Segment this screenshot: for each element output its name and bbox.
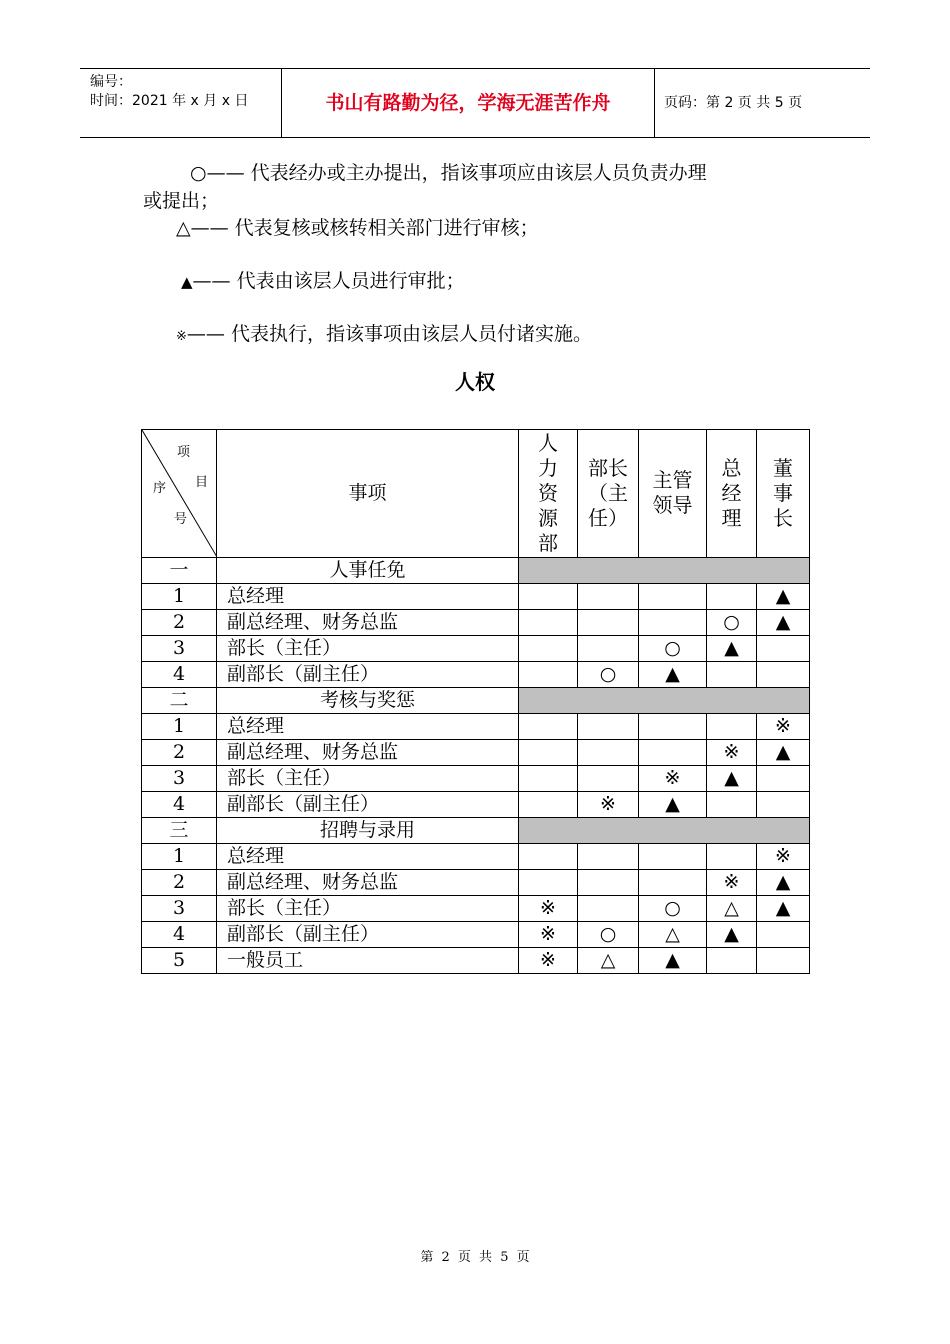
table-row: [142, 636, 810, 662]
table-body: [142, 558, 810, 974]
header-meta: [80, 69, 282, 137]
row-number: 2: [142, 740, 217, 766]
authority-cell: [757, 948, 810, 974]
authority-cell: [639, 610, 707, 636]
header-motto: 书山有路勤为径，学海无涯苦作舟: [282, 69, 655, 137]
table-row: [142, 948, 810, 974]
table-row: [142, 922, 810, 948]
authority-cell: [578, 896, 639, 922]
authority-cell: [578, 584, 639, 610]
col-header-supervisor: 主管领导: [639, 430, 707, 558]
row-item: 副总经理、财务总监: [217, 740, 519, 766]
group-title: 考核与奖惩: [217, 688, 519, 714]
authority-cell: [757, 662, 810, 688]
authority-cell: ○: [578, 662, 639, 688]
authority-cell: [707, 792, 757, 818]
group-shaded-cell: [519, 688, 810, 714]
authority-cell: [519, 792, 578, 818]
authority-cell: ※: [639, 766, 707, 792]
authority-cell: ○: [639, 636, 707, 662]
group-title: 人事任免: [217, 558, 519, 584]
section-title: 人权: [455, 370, 495, 394]
authority-cell: △: [707, 896, 757, 922]
authority-cell: [639, 844, 707, 870]
row-item: 总经理: [217, 714, 519, 740]
corner-hao: 号: [174, 512, 188, 527]
authority-cell: ▲: [757, 610, 810, 636]
authority-cell: ▲: [639, 792, 707, 818]
corner-cell: [142, 430, 217, 558]
authority-cell: ▲: [707, 922, 757, 948]
table-row: [142, 844, 810, 870]
authority-cell: ※: [578, 792, 639, 818]
authority-cell: ※: [757, 844, 810, 870]
table-row: [142, 662, 810, 688]
authority-cell: [757, 636, 810, 662]
authority-cell: ▲: [707, 636, 757, 662]
authority-cell: [519, 870, 578, 896]
legend-text: —— 代表复核或核转相关部门进行审核；: [190, 217, 539, 239]
authority-cell: [707, 584, 757, 610]
authority-cell: [519, 844, 578, 870]
header-page-label: 页码：第 2 页 共 5 页: [664, 95, 803, 111]
authority-cell: [757, 766, 810, 792]
authority-cell: [578, 636, 639, 662]
table-row: [142, 896, 810, 922]
circle-icon: ○: [190, 162, 207, 184]
row-number: 1: [142, 584, 217, 610]
table-row: [142, 792, 810, 818]
authority-cell: [707, 662, 757, 688]
authority-table: [141, 429, 810, 974]
row-item: 部长（主任）: [217, 896, 519, 922]
time-label: 时间：2021 年 x 月 x 日: [90, 93, 249, 109]
group-shaded-cell: [519, 818, 810, 844]
legend-filled-triangle: [181, 266, 465, 293]
row-number: 3: [142, 636, 217, 662]
col-header-chairman: 董事长: [757, 430, 810, 558]
col-header-gm: 总经理: [707, 430, 757, 558]
row-item: 副部长（副主任）: [217, 922, 519, 948]
authority-cell: [639, 584, 707, 610]
authority-cell: ※: [707, 870, 757, 896]
authority-cell: ▲: [757, 896, 810, 922]
table-row: [142, 584, 810, 610]
row-number: 4: [142, 792, 217, 818]
authority-cell: [519, 636, 578, 662]
row-number: 4: [142, 922, 217, 948]
authority-cell: ※: [757, 714, 810, 740]
group-number: 二: [142, 688, 217, 714]
authority-cell: ○: [707, 610, 757, 636]
authority-cell: ▲: [757, 740, 810, 766]
authority-cell: [519, 662, 578, 688]
table-row: [142, 714, 810, 740]
corner-xu: 序: [153, 481, 167, 496]
authority-cell: ▲: [757, 870, 810, 896]
authority-cell: ▲: [757, 584, 810, 610]
authority-cell: ※: [519, 948, 578, 974]
legend-text: —— 代表由该层人员进行审批；: [192, 270, 465, 292]
authority-cell: [519, 714, 578, 740]
legend-triangle: [176, 213, 539, 240]
table-header-row: [142, 430, 810, 558]
row-number: 5: [142, 948, 217, 974]
col-header-dept-head: 部长（主任）: [578, 430, 639, 558]
authority-cell: [757, 792, 810, 818]
row-item: 一般员工: [217, 948, 519, 974]
row-item: 副部长（副主任）: [217, 662, 519, 688]
legend-text: —— 代表经办或主办提出，指该事项应由该层人员负责办理: [206, 162, 707, 184]
corner-item: 项: [177, 445, 191, 460]
authority-cell: ※: [707, 740, 757, 766]
row-item: 副总经理、财务总监: [217, 870, 519, 896]
group-number: 三: [142, 818, 217, 844]
authority-cell: ※: [519, 896, 578, 922]
corner-mu: 目: [195, 475, 209, 490]
authority-cell: [578, 714, 639, 740]
authority-cell: ▲: [707, 766, 757, 792]
legend-text: —— 代表执行，指该事项由该层人员付诸实施。: [186, 323, 592, 345]
authority-cell: [639, 870, 707, 896]
authority-cell: ※: [519, 922, 578, 948]
row-number: 1: [142, 844, 217, 870]
reference-mark-icon: ※: [176, 329, 187, 344]
table-row: [142, 766, 810, 792]
authority-cell: ▲: [639, 662, 707, 688]
row-item: 副总经理、财务总监: [217, 610, 519, 636]
authority-cell: [707, 714, 757, 740]
table-row: [142, 740, 810, 766]
authority-cell: △: [578, 948, 639, 974]
legend-circle: [190, 158, 707, 185]
authority-cell: [578, 844, 639, 870]
legend-reference-mark: [176, 319, 592, 346]
row-number: 1: [142, 714, 217, 740]
row-number: 2: [142, 610, 217, 636]
authority-cell: [578, 610, 639, 636]
row-number: 4: [142, 662, 217, 688]
authority-cell: ○: [639, 896, 707, 922]
table-row: [142, 870, 810, 896]
row-number: 2: [142, 870, 217, 896]
authority-cell: [578, 766, 639, 792]
authority-cell: [519, 740, 578, 766]
group-shaded-cell: [519, 558, 810, 584]
row-number: 3: [142, 896, 217, 922]
page-footer: 第 2 页 共 5 页: [420, 1250, 530, 1265]
col-header-hr: 人力资源部: [519, 430, 578, 558]
authority-cell: ▲: [639, 948, 707, 974]
authority-cell: [519, 766, 578, 792]
row-item: 总经理: [217, 844, 519, 870]
row-item: 总经理: [217, 584, 519, 610]
row-item: 部长（主任）: [217, 636, 519, 662]
serial-label: 编号：: [90, 74, 132, 90]
legend-circle-cont: 或提出；: [143, 190, 220, 212]
group-row: [142, 558, 810, 584]
authority-cell: [578, 870, 639, 896]
authority-cell: [519, 610, 578, 636]
row-number: 3: [142, 766, 217, 792]
authority-cell: [707, 844, 757, 870]
authority-cell: [639, 740, 707, 766]
row-item: 副部长（副主任）: [217, 792, 519, 818]
group-row: [142, 688, 810, 714]
triangle-outline-icon: △: [176, 217, 191, 239]
authority-cell: [639, 714, 707, 740]
group-number: 一: [142, 558, 217, 584]
authority-cell: [519, 584, 578, 610]
authority-cell: [757, 922, 810, 948]
page-header: [80, 68, 870, 138]
group-title: 招聘与录用: [217, 818, 519, 844]
matter-header: 事项: [217, 430, 519, 558]
authority-cell: △: [639, 922, 707, 948]
authority-cell: [578, 740, 639, 766]
authority-cell: ○: [578, 922, 639, 948]
authority-cell: [707, 948, 757, 974]
group-row: [142, 818, 810, 844]
row-item: 部长（主任）: [217, 766, 519, 792]
table-row: [142, 610, 810, 636]
triangle-filled-icon: ▲: [181, 273, 193, 291]
